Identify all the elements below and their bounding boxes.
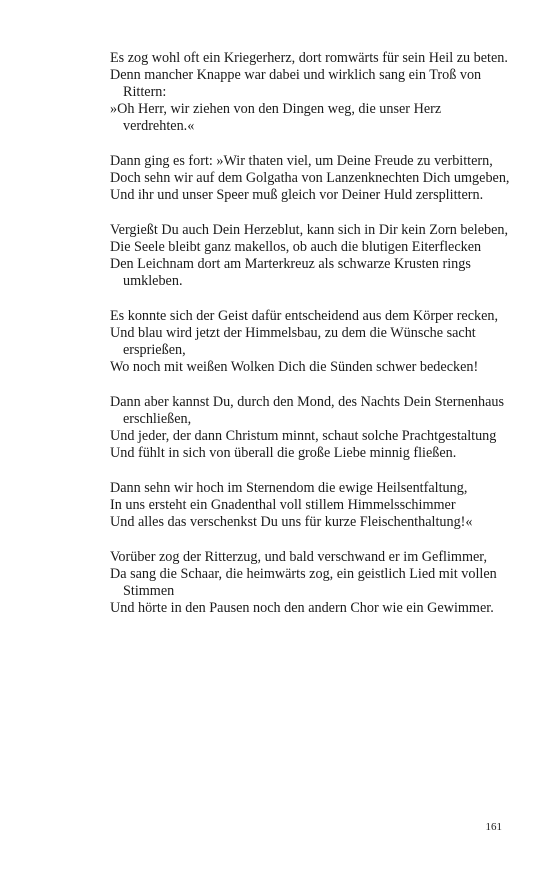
stanza bbox=[110, 480, 510, 531]
stanza bbox=[110, 549, 510, 617]
verse-line: Und jeder, der dann Christum minnt, schaut solche Prachtgestaltung bbox=[110, 428, 497, 444]
verse-line: Doch sehn wir auf dem Golgatha von Lanzenknechten Dich umgeben, bbox=[110, 170, 510, 186]
verse-line: Dann ging es fort: »Wir thaten viel, um Deine Freude zu verbittern, bbox=[110, 153, 493, 169]
poem-body bbox=[110, 50, 510, 635]
verse-line: Und blau wird jetzt der Himmelsbau, zu dem die Wünsche sacht ersprießen, bbox=[110, 325, 476, 358]
verse-line: Vorüber zog der Ritterzug, und bald verschwand er im Geflimmer, bbox=[110, 549, 487, 565]
verse-line: Die Seele bleibt ganz makellos, ob auch die blutigen Eiterflecken bbox=[110, 239, 482, 255]
stanza bbox=[110, 50, 510, 135]
verse-line: Und fühlt in sich von überall die große Liebe minnig fließen. bbox=[110, 445, 457, 461]
verse-line: Wo noch mit weißen Wolken Dich die Sünden schwer bedecken! bbox=[110, 359, 479, 375]
verse-line: Und ihr und unser Speer muß gleich vor Deiner Huld zersplittern. bbox=[110, 187, 484, 203]
stanza bbox=[110, 394, 510, 462]
verse-line: Denn mancher Knappe war dabei und wirklich sang ein Troß von Rittern: bbox=[110, 67, 482, 100]
verse-line: Und alles das verschenkst Du uns für kurze Fleischenthaltung!« bbox=[110, 514, 473, 530]
verse-line: Dann sehn wir hoch im Sternendom die ewige Heilsentfaltung, bbox=[110, 480, 468, 496]
verse-line: Da sang die Schaar, die heimwärts zog, ein geistlich Lied mit vollen Stimmen bbox=[110, 566, 497, 599]
verse-line: Vergießt Du auch Dein Herzeblut, kann sich in Dir kein Zorn beleben, bbox=[110, 222, 509, 238]
stanza bbox=[110, 308, 510, 376]
verse-line: Es zog wohl oft ein Kriegerherz, dort romwärts für sein Heil zu beten. bbox=[110, 50, 508, 66]
verse-line: In uns ersteht ein Gnadenthal voll stillem Himmelsschimmer bbox=[110, 497, 456, 513]
verse-line: Dann aber kannst Du, durch den Mond, des Nachts Dein Sternenhaus erschließen, bbox=[110, 394, 505, 427]
verse-line: Es konnte sich der Geist dafür entscheidend aus dem Körper recken, bbox=[110, 308, 499, 324]
stanza bbox=[110, 153, 510, 204]
page-number: 161 bbox=[485, 821, 502, 833]
verse-line: Und hörte in den Pausen noch den andern Chor wie ein Gewimmer. bbox=[110, 600, 494, 616]
stanza bbox=[110, 222, 510, 290]
verse-line: »Oh Herr, wir ziehen von den Dingen weg, die unser Herz verdrehten.« bbox=[110, 101, 442, 134]
verse-line: Den Leichnam dort am Marterkreuz als schwarze Krusten rings umkleben. bbox=[110, 256, 471, 289]
